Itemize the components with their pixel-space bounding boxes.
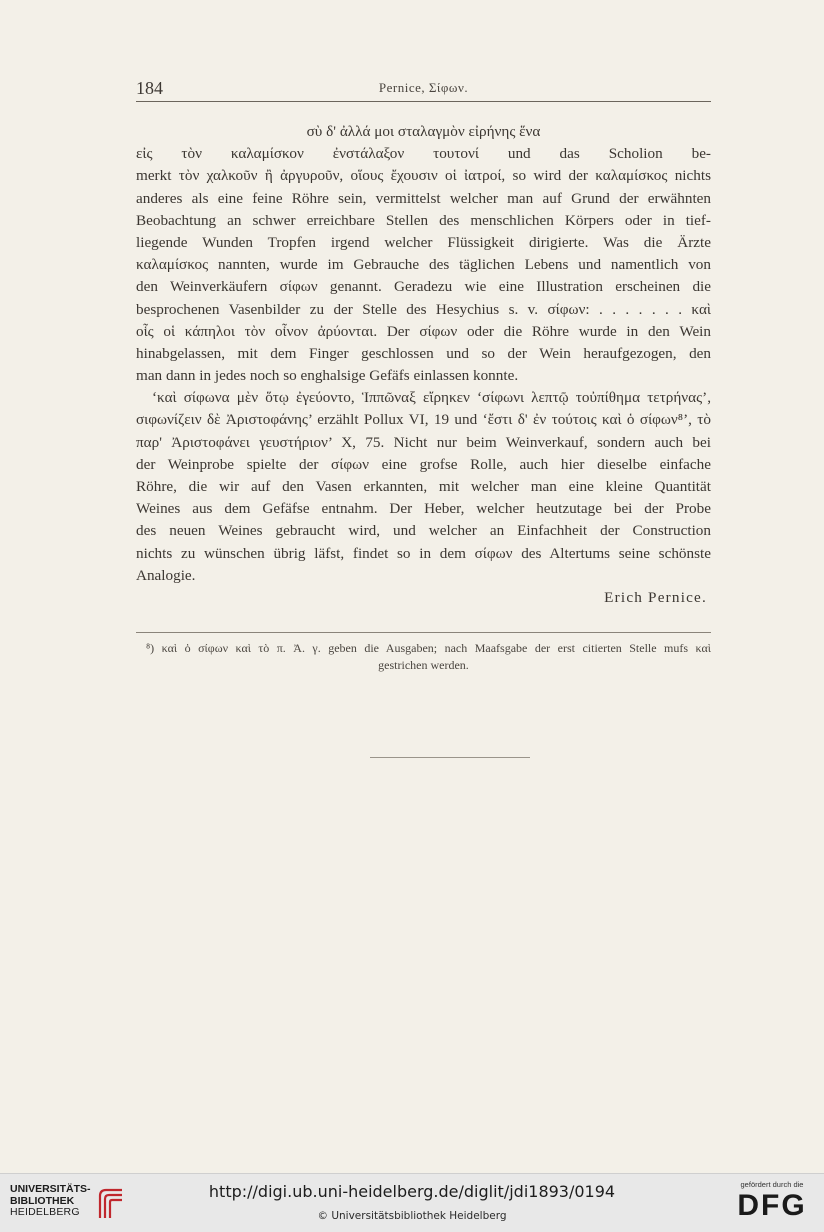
text-line: des neuen Weines gebraucht wird, und welcher an Einfachheit der Construction xyxy=(136,522,711,540)
footnote xyxy=(136,640,711,674)
quote-line: σὺ δ' ἀλλά μοι σταλαγμὸν εἰρήνης ἕνα xyxy=(306,123,541,140)
header-rule xyxy=(136,101,711,102)
permalink-url[interactable]: http://digi.ub.uni-heidelberg.de/diglit/jdi1893/0194 xyxy=(208,1182,616,1201)
text-line: Weines aus dem Gefäfse entnahm. Der Heber, welcher heutzutage bei der Probe xyxy=(136,500,711,518)
text-line: der Weinprobe spielte der σίφων eine grofse Rolle, auch hier dieselbe einfache xyxy=(136,455,711,473)
text-line: οἷς οἱ κάπηλοι τὸν οἶνον ἀρύονται. Der σίφων oder die Röhre wurde in den Wein xyxy=(136,322,711,340)
institution-line: HEIDELBERG xyxy=(10,1206,80,1218)
footer-bar xyxy=(0,1173,824,1232)
institution-line: UNIVERSITÄTS- xyxy=(10,1183,91,1195)
author-signature: Erich Pernice. xyxy=(604,588,707,606)
institution-line: BIBLIOTHEK xyxy=(10,1194,75,1207)
text-line: Röhre, die wir auf den Vasen erkannten, mit welcher man eine kleine Quantität xyxy=(136,478,711,495)
text-line: ‘καὶ σίφωνα μὲν ὅτῳ ἐγεύοντο, Ἱππῶναξ εἴρηκεν ‘σίφωνι λεπτῷ τοὐπίθημα τετρήνας’, xyxy=(152,389,711,407)
university-library-logo[interactable] xyxy=(10,1184,130,1224)
footnote-line: ⁸) καὶ ὁ σίφων καὶ τὸ π. Ἀ. γ. geben die Ausgaben; nach Maafsgabe der erst citierten Stelle mufs καὶ xyxy=(146,641,711,655)
footnote-line: gestrichen werden. xyxy=(378,658,469,672)
text-line: nichts zu wünschen übrig läfst, findet so in dem σίφων des Altertums seine schönste xyxy=(136,544,711,562)
text-line: Beobachtung an schwer erreichbare Stellen des menschlichen Körpers oder in tief- xyxy=(136,211,711,229)
text-line: man dann in jedes noch so enghalsige Gefäfs einlassen konnte. xyxy=(136,367,519,385)
text-line: παρ' Ἀριστοφάνει γευστήριον’ X, 75. Nicht nur beim Weinverkauf, sondern auch bei xyxy=(136,433,711,451)
text-line: anderes als eine feine Röhre sein, vermittelst welcher man auf Grund der erwähnten xyxy=(136,189,711,207)
body-text xyxy=(136,121,711,609)
dfg-logo-text: DFG xyxy=(737,1189,807,1222)
text-line: Analogie. xyxy=(136,566,196,584)
footnote-rule xyxy=(136,632,711,633)
copyright-notice: © Universitätsbibliothek Heidelberg xyxy=(317,1210,507,1222)
page-number: 184 xyxy=(136,78,163,98)
running-head xyxy=(136,78,711,98)
text-line: καλαμίσκος nannten, wurde im Gebrauche des täglichen Lebens und namentlich von xyxy=(136,256,711,274)
text-line: den Weinverkäufern σίφων genannt. Geradezu wie eine Illustration erscheinen die xyxy=(136,278,711,296)
library-emblem-icon xyxy=(92,1188,126,1220)
running-title: Pernice, Σίφων. xyxy=(378,80,469,95)
text-line: besprochenen Vasenbilder zu der Stelle des Hesychius s. v. σίφων: . . . . . . . καὶ xyxy=(136,300,711,318)
dfg-funder-logo[interactable] xyxy=(728,1180,816,1226)
text-line: σιφωνίζειν δὲ Ἀριστοφάνης’ erzählt Pollux VI, 19 und ‘ἔστι δ' ἐν τούτοις καὶ ὁ σίφων⁸’, τὸ xyxy=(136,411,711,429)
text-line: merkt τὸν χαλκοῦν ἢ ἀργυροῦν, οἵους ἔχουσιν οἱ ἰατροί, so wird der καλαμίσκος nichts xyxy=(136,167,711,185)
text-line: εἰς τὸν καλαμίσκον ἐνστάλαξον τουτονί und das Scholion be- xyxy=(136,145,711,163)
text-line: hinabgelassen, mit dem Finger geschlossen und so der Wein heraufgezogen, den xyxy=(136,344,711,362)
funder-note: gefördert durch die xyxy=(740,1180,804,1189)
end-rule xyxy=(370,757,530,758)
text-line: liegende Wunden Tropfen irgend welcher Flüssigkeit dirigierte. Was die Ärzte xyxy=(136,233,711,251)
